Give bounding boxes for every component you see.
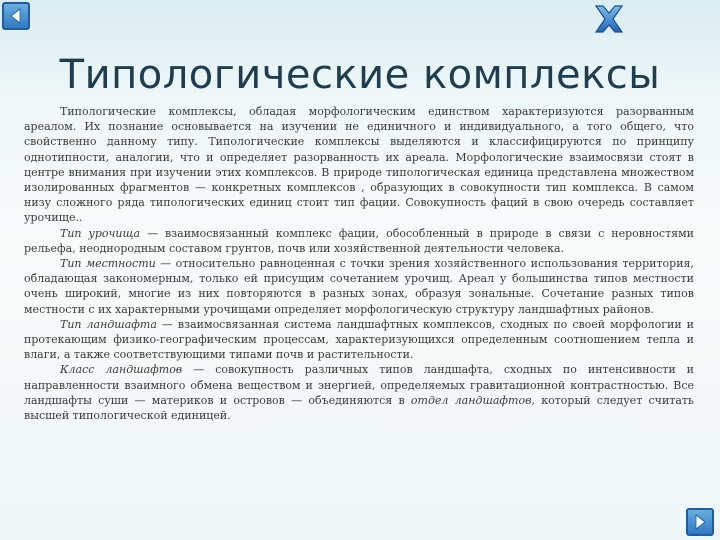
term-italic: Тип ландшафта [60, 317, 157, 331]
definition-text: — взаимосвязанный комплекс фации, обособленный в природе в связи с неровностями рельефа, неоднородным составом грунтов, почв или хозяйственной деятельности человека. [24, 226, 694, 255]
term-italic: Тип местности [60, 257, 156, 271]
definition-text: — относительно равноценная с точки зрения хозяйственного использования территория, обладающая закономерным, только ей присущим сочетанием урочищ. Ареал у большинства типов местности очень широкий, многие из них повторяются в разных зонах, образуя зональные. Сочетание разных типов местности с их характерными урочищами определяет морфологическую структуру ландшафтных районов. [24, 257, 694, 316]
term-italic: отдел ландшафтов [410, 393, 532, 407]
term-italic: Класс ландшафтов [60, 363, 183, 377]
arrow-left-icon [4, 4, 28, 28]
slide-title: Типологические комплексы [59, 52, 661, 98]
paragraph-tip-urochishcha [24, 226, 694, 256]
definition-text: — совокупность различных типов ландшафта, сходных по интенсивности и направленности взаимного обмена веществом и энергией, определяемых гравитационной контрастностью. Все ландшафты суши — материков и островов — объединяются в [24, 363, 694, 407]
definition-text: , который следует считать высшей типологической единицей. [24, 393, 694, 423]
close-button[interactable] [590, 2, 628, 36]
slide-body [24, 104, 694, 423]
close-icon [590, 2, 628, 36]
paragraph-intro [24, 104, 694, 226]
term-italic: Тип урочища [60, 226, 141, 240]
next-slide-button[interactable] [686, 508, 714, 536]
previous-slide-button[interactable] [2, 2, 30, 30]
definition-text: — взаимосвязанная система ландшафтных комплексов, сходных по своей морфологии и протекающим физико-географическим процессам, характеризующихся определенным соотношением тепла и влаги, а также соответствующими типами почв и растительности. [24, 317, 694, 362]
paragraph-tip-mestnosti [24, 256, 694, 317]
paragraph-klass-landshaftov [24, 362, 694, 423]
paragraph-text: Типологические комплексы, обладая морфологическим единством характеризуются разорванным ареалом. Их познание основывается на изучении не единичного и индивидуального, а того общего, что свойственно данному типу. Типологические комплексы выделяются и классифицируются по принципу однотипности, аналогии, что и определяет разорванность их ареала. Морфологические взаимосвязи стоят в центре внимания при изучении этих комплексов. В природе типологическая единица представлена множеством изолированных фрагментов — конкретных комплексов , образующих в совокупности тип комплекса. В самом низу сложного ряда типологических единиц стоит тип фации. Совокупность фаций в свою очередь составляет урочище.. [24, 105, 694, 225]
paragraph-tip-landshafta [24, 317, 694, 363]
arrow-right-icon [688, 510, 712, 534]
